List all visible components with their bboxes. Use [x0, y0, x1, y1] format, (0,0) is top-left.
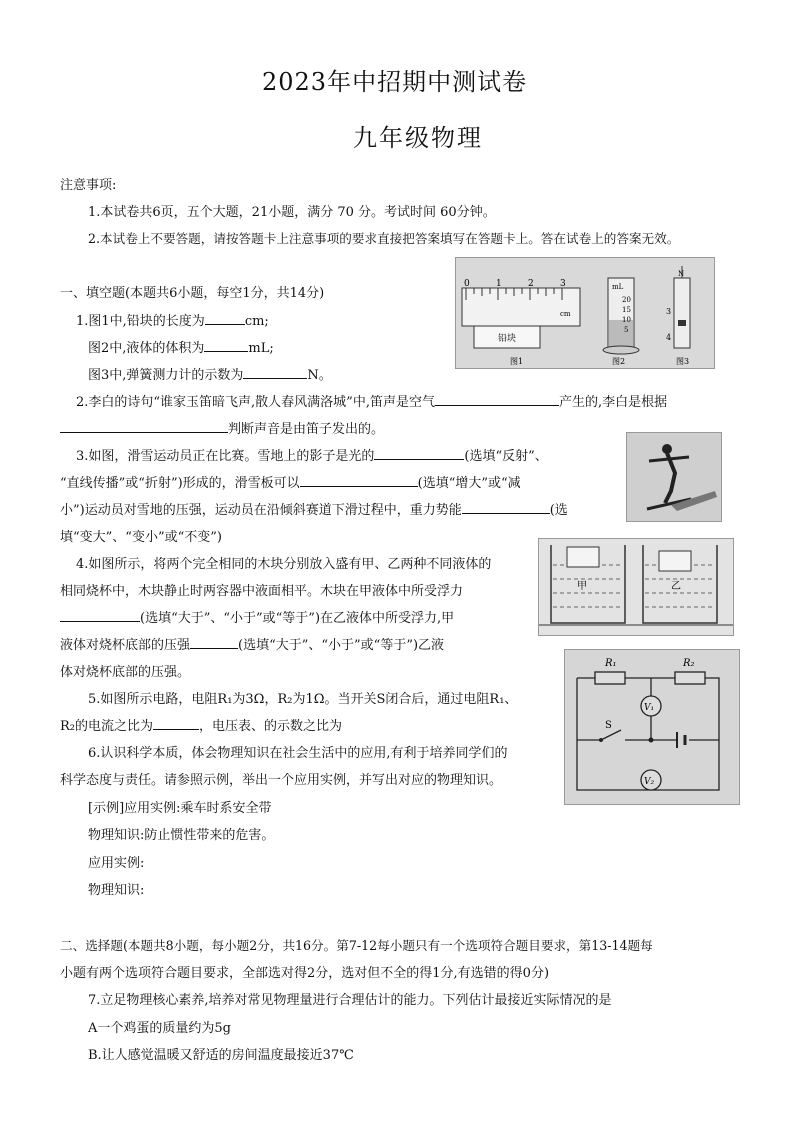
- ruler-tick-3: 3: [560, 279, 566, 289]
- beaker-a-label: 甲: [577, 581, 587, 592]
- q1b-unit: mL;: [248, 341, 274, 356]
- beaker-b-label: 乙: [671, 581, 681, 592]
- q4-line-c: [60, 607, 454, 626]
- q4-line-b: 相同烧杯中，木块静止时两容器中液面相平。木块在甲液体中所受浮力: [60, 584, 464, 599]
- switch-label: S: [605, 720, 612, 731]
- q4d-text: 液体对烧杯底部的压强: [60, 638, 191, 653]
- notes-line-1: 1.本试卷共6页，五个大题，21小题，满分 70 分。考试时间 60分钟。: [88, 205, 496, 220]
- q1-line-a: [76, 310, 269, 329]
- q4c-text: (选填“大于”、“小于”或“等于”)在乙液体中所受浮力,甲: [140, 611, 455, 626]
- q3b-text-post: (选填“增大”或“减: [417, 476, 521, 491]
- q1a-text: 1.图1中,铅块的长度为: [76, 314, 205, 329]
- q3b-text: “直线传播”或“折射”)形成的，滑雪板可以: [60, 476, 300, 491]
- section2-heading-2: 小题有两个选项符合题目要求，全部选对得2分，选对但不全的得1分,有选错的得0分): [60, 966, 550, 981]
- q2b-blank: [60, 420, 228, 433]
- q3b-blank: [300, 474, 418, 487]
- q6-example-2: 物理知识:防止惯性带来的危害。: [88, 828, 275, 843]
- fig3-caption: 图3: [676, 357, 690, 366]
- circuit-figure: [564, 649, 740, 805]
- skier-photo: [626, 432, 722, 522]
- q6-line-a: 6.认识科学本质，体会物理知识在社会生活中的应用,有利于培养同学们的: [88, 746, 508, 761]
- q4d-blank: [190, 636, 238, 649]
- q5b-text: R₂的电流之比为: [60, 719, 153, 734]
- q7-option-a: A一个鸡蛋的质量约为5g: [88, 1021, 231, 1036]
- q7-option-b: B.让人感觉温暖又舒适的房间温度最接近37℃: [88, 1048, 354, 1063]
- figure-1-2-3: [455, 257, 715, 369]
- q2a-text: 2.李白的诗句“谁家玉笛暗飞声,散人春风满洛城”中,笛声是空气: [76, 395, 435, 410]
- cyl-tick-10: 10: [622, 316, 631, 324]
- spring-tick-4: 4: [666, 333, 672, 342]
- q1c-blank: [243, 366, 307, 379]
- q6-line-b: 科学态度与责任。请参照示例，举出一个应用实例，并写出对应的物理知识。: [60, 773, 503, 788]
- r1-label: R₁: [605, 658, 617, 669]
- q6-example-4: 物理知识:: [88, 883, 145, 898]
- q1c-text: 图3中,弹簧测力计的示数为: [88, 368, 244, 383]
- q1a-unit: cm;: [244, 314, 269, 329]
- notes-line-2: 2.本试卷上不要答题，请按答题卡上注意事项的要求直接把答案填写在答题卡上。答在试卷上的答案无效。: [88, 231, 680, 246]
- q5b-text-post: ，电压表、的示数之比为: [199, 719, 343, 734]
- q5-line-b: [60, 715, 342, 734]
- q5b-blank: [153, 717, 199, 730]
- q4-line-a: 4.如图所示，将两个完全相同的木块分别放入盛有甲、乙两种不同液体的: [76, 557, 492, 572]
- page-subtitle: 九年级物理: [353, 124, 483, 152]
- r2-label: R₂: [683, 658, 695, 669]
- q3c-text: 小”)运动员对雪地的压强，运动员在沿倾斜赛道下滑过程中，重力势能: [60, 503, 462, 518]
- q2b-text: 判断声音是由笛子发出的。: [228, 422, 385, 437]
- ruler-tick-0: 0: [464, 279, 470, 289]
- v1-label: V₁: [644, 703, 655, 713]
- q4c-blank: [60, 609, 140, 622]
- section1-heading: 一、填空题(本题共6小题，每空1分，共14分): [60, 286, 325, 301]
- page-title: 2023年中招期中测试卷: [262, 68, 528, 96]
- q3-line-a: [76, 445, 548, 464]
- section2-heading: 二、选择题(本题共8小题，每小题2分，共16分。第7-12每小题只有一个选项符合题目要求，第13-14题每: [60, 938, 653, 953]
- q3-line-b: [60, 472, 521, 491]
- q1-line-c: [88, 364, 332, 383]
- q3c-text-post: (选: [549, 503, 568, 518]
- cyl-tick-15: 15: [622, 306, 631, 314]
- q1b-text: 图2中,液体的体积为: [88, 341, 205, 356]
- block-label: 铅块: [498, 334, 517, 344]
- cyl-unit: mL: [612, 283, 624, 291]
- q3a-blank: [374, 447, 464, 460]
- q3a-text-post: (选填“反射”、: [464, 449, 548, 464]
- q3a-text: 3.如图，滑雪运动员正在比赛。雪地上的影子是光的: [76, 449, 375, 464]
- spring-unit: N: [678, 270, 685, 278]
- q1c-unit: N。: [307, 368, 332, 383]
- ruler-tick-2: 2: [528, 279, 534, 289]
- fig2-caption: 图2: [612, 357, 626, 366]
- q6-example-3: 应用实例:: [88, 856, 145, 871]
- q2-line-a: [76, 391, 667, 410]
- q3c-blank: [462, 501, 550, 514]
- cyl-tick-20: 20: [622, 296, 631, 304]
- q1b-blank: [204, 339, 248, 352]
- v2-label: V₂: [644, 777, 655, 787]
- q2-line-b: [60, 418, 384, 437]
- cyl-tick-5: 5: [624, 326, 629, 334]
- fig1-caption: 图1: [510, 357, 524, 366]
- q3-line-c: [60, 499, 568, 518]
- q4-line-e: 体对烧杯底部的压强。: [60, 665, 191, 680]
- q5-line-a: 5.如图所示电路，电阻R₁为3Ω，R₂为1Ω。当开关S闭合后，通过电阻R₁、: [88, 692, 518, 707]
- notes-heading: 注意事项:: [60, 178, 117, 193]
- ruler-tick-1: 1: [496, 279, 502, 289]
- q4d-text-post: (选填“大于”、“小于”或“等于”)乙液: [238, 638, 445, 653]
- q2a-blank: [435, 393, 559, 406]
- beakers-figure: [538, 538, 734, 636]
- q3-line-d: 填“变大”、“变小”或“不变”): [60, 530, 222, 545]
- q6-example-1: [示例]应用实例:乘车时系安全带: [88, 801, 272, 816]
- q1a-blank: [205, 312, 245, 325]
- spring-tick-3: 3: [666, 307, 672, 316]
- q1-line-b: [88, 337, 274, 356]
- q7-stem: 7.立足物理核心素养,培养对常见物理量进行合理估计的能力。下列估计最接近实际情况的是: [88, 993, 612, 1008]
- q2a-text-post: 产生的,李白是根据: [558, 395, 668, 410]
- ruler-unit: cm: [560, 310, 571, 318]
- q4-line-d: [60, 634, 444, 653]
